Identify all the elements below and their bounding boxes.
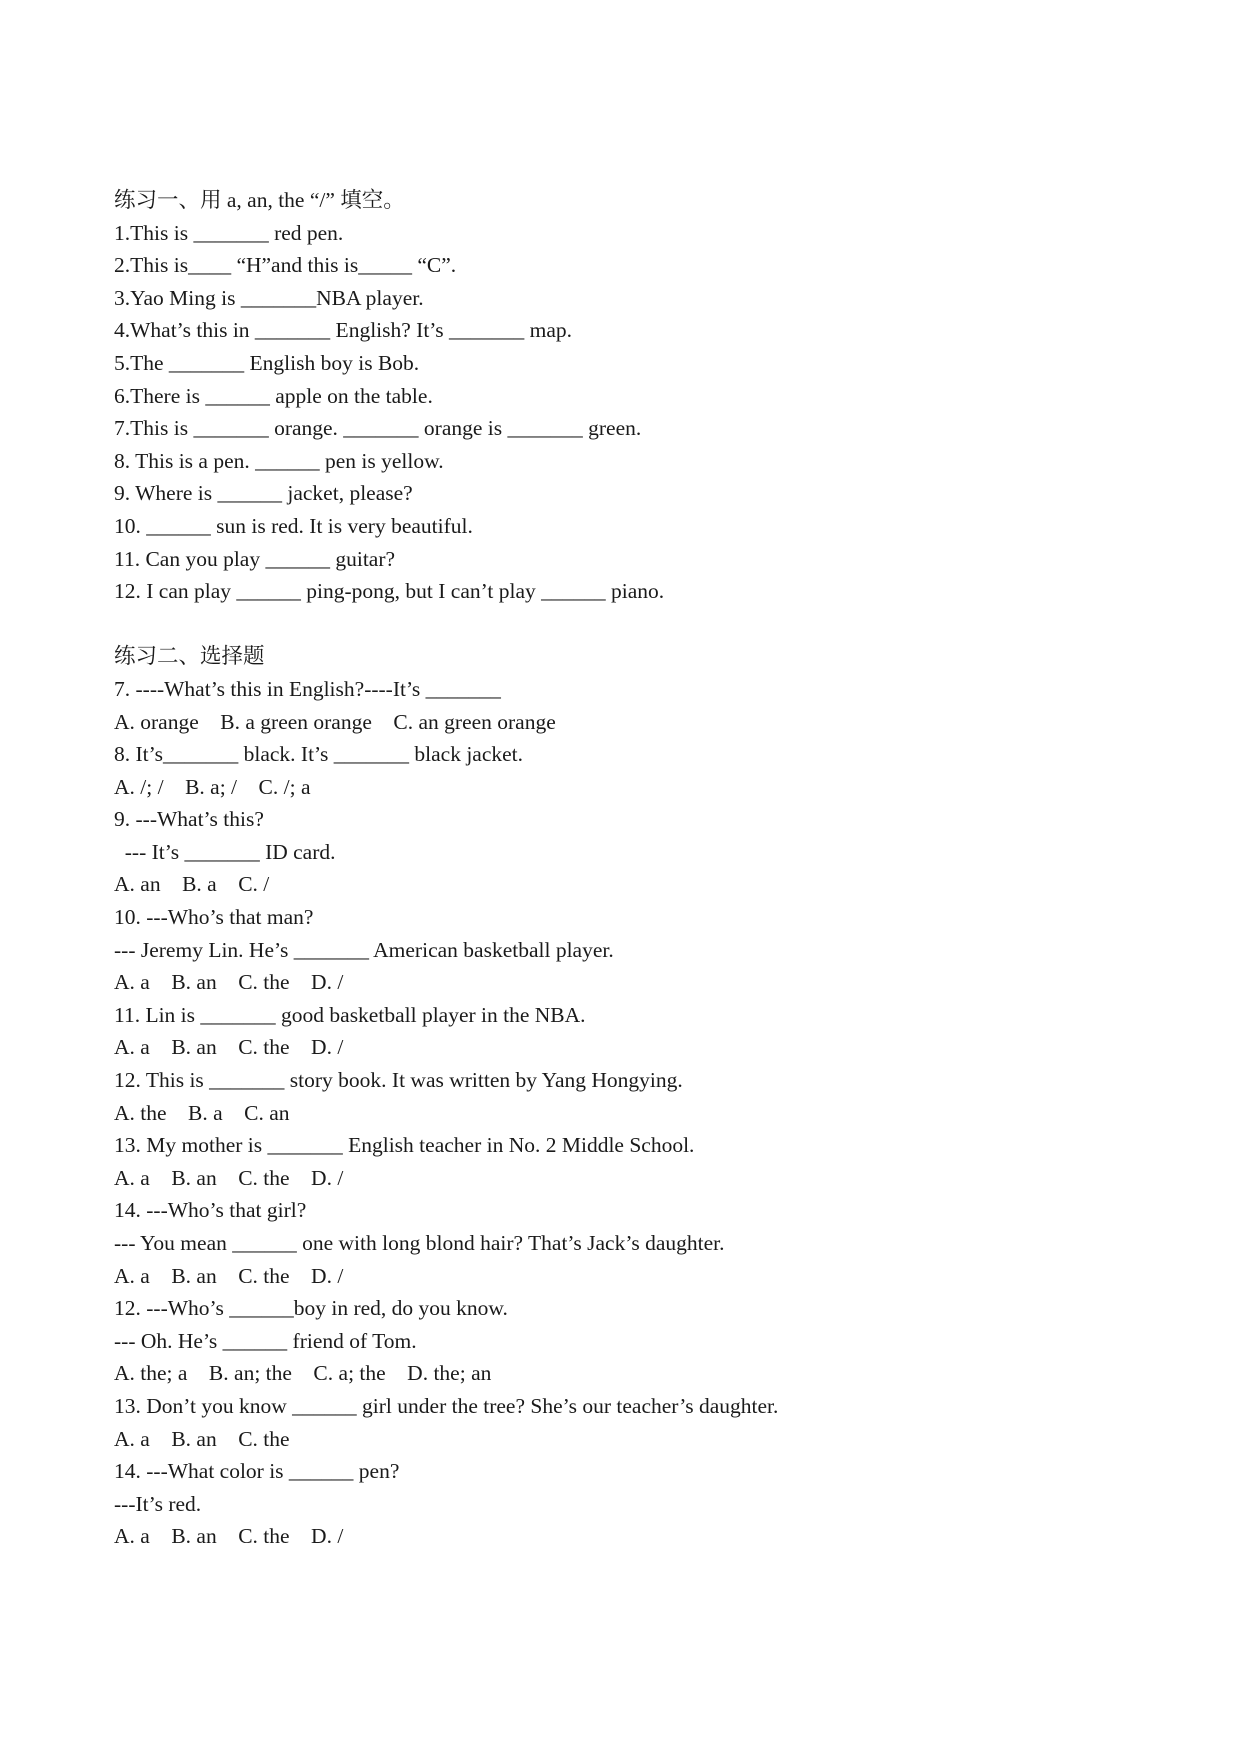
choice-question-line: --- Jeremy Lin. He’s _______ American basketball player. <box>114 937 614 962</box>
exercise-one-heading: 练习一、用 a, an, the “/” 填空。 <box>114 188 405 212</box>
exercise-one-questions <box>114 217 1134 608</box>
fill-blank-line: 9. Where is ______ jacket, please? <box>114 481 413 506</box>
fill-blank-line: 12. I can play ______ ping-pong, but I can’t play ______ piano. <box>114 579 665 604</box>
choice-question-line: A. a B. an C. the D. / <box>114 970 344 995</box>
choice-question-line: 9. ---What’s this? <box>114 807 264 832</box>
section-spacer <box>114 608 1134 641</box>
choice-question-line: 13. My mother is _______ English teacher in No. 2 Middle School. <box>114 1133 695 1158</box>
choice-question-line: 8. It’s_______ black. It’s _______ black jacket. <box>114 742 524 767</box>
choice-question-line: 10. ---Who’s that man? <box>114 905 314 930</box>
fill-blank-line: 3.Yao Ming is _______NBA player. <box>114 285 424 310</box>
exercise-two-questions <box>114 673 1134 1553</box>
choice-question-line: --- It’s _______ ID card. <box>114 839 336 864</box>
choice-question-line: 14. ---Who’s that girl? <box>114 1198 307 1223</box>
exercise-one-section <box>114 184 1134 608</box>
choice-question-line: 12. ---Who’s ______boy in red, do you know. <box>114 1296 508 1321</box>
choice-question-line: A. a B. an C. the D. / <box>114 1035 344 1060</box>
choice-question-line: A. a B. an C. the <box>114 1426 290 1451</box>
choice-question-line: 7. ----What’s this in English?----It’s _______ <box>114 676 501 701</box>
fill-blank-line: 1.This is _______ red pen. <box>114 220 344 245</box>
choice-question-line: A. a B. an C. the D. / <box>114 1263 344 1288</box>
fill-blank-line: 5.The _______ English boy is Bob. <box>114 350 420 375</box>
choice-question-line: 11. Lin is _______ good basketball player in the NBA. <box>114 1002 586 1027</box>
choice-question-line: 13. Don’t you know ______ girl under the tree? She’s our teacher’s daughter. <box>114 1393 779 1418</box>
choice-question-line: 12. This is _______ story book. It was written by Yang Hongying. <box>114 1068 683 1093</box>
fill-blank-line: 2.This is____ “H”and this is_____ “C”. <box>114 253 457 278</box>
exercise-two-heading: 练习二、选择题 <box>114 644 265 669</box>
fill-blank-line: 8. This is a pen. ______ pen is yellow. <box>114 448 444 473</box>
choice-question-line: ---It’s red. <box>114 1491 202 1516</box>
choice-question-line: A. orange B. a green orange C. an green orange <box>114 709 556 734</box>
worksheet-page <box>114 184 1134 1553</box>
choice-question-line: A. an B. a C. / <box>114 872 270 897</box>
choice-question-line: A. /; / B. a; / C. /; a <box>114 774 311 799</box>
choice-question-line: 14. ---What color is ______ pen? <box>114 1459 400 1484</box>
choice-question-line: --- Oh. He’s ______ friend of Tom. <box>114 1328 417 1353</box>
fill-blank-line: 7.This is _______ orange. _______ orange is _______ green. <box>114 416 642 441</box>
fill-blank-line: 10. ______ sun is red. It is very beautiful. <box>114 513 473 538</box>
choice-question-line: A. the; a B. an; the C. a; the D. the; an <box>114 1361 492 1386</box>
exercise-two-section <box>114 640 1134 1553</box>
choice-question-line: A. a B. an C. the D. / <box>114 1524 344 1549</box>
fill-blank-line: 6.There is ______ apple on the table. <box>114 383 433 408</box>
fill-blank-line: 4.What’s this in _______ English? It’s _______ map. <box>114 318 573 343</box>
choice-question-line: A. the B. a C. an <box>114 1100 290 1125</box>
choice-question-line: A. a B. an C. the D. / <box>114 1165 344 1190</box>
choice-question-line: --- You mean ______ one with long blond hair? That’s Jack’s daughter. <box>114 1231 725 1255</box>
fill-blank-line: 11. Can you play ______ guitar? <box>114 546 396 571</box>
